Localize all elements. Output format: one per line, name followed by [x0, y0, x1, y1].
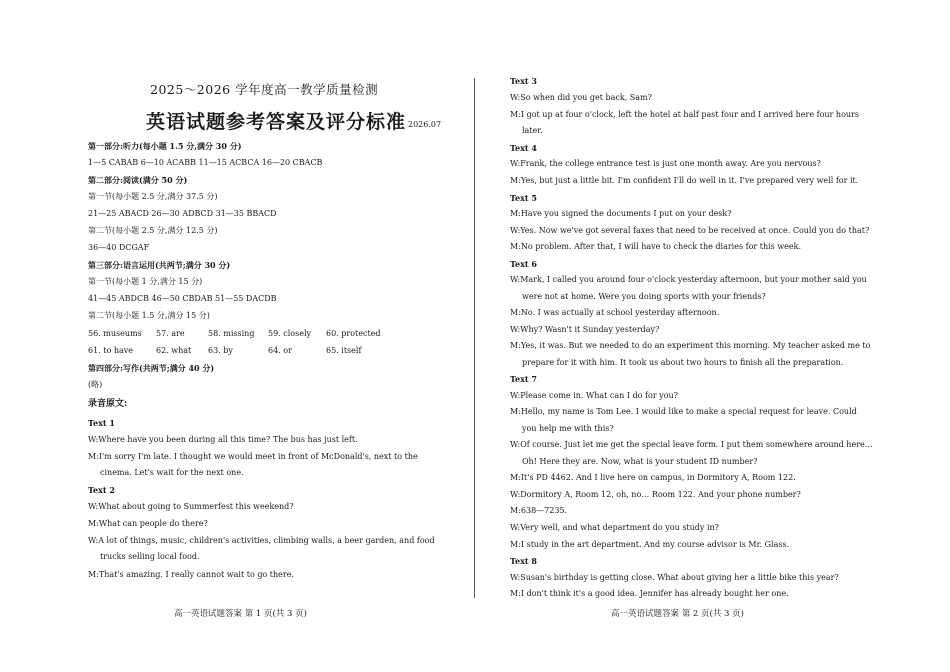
- column-divider: [474, 78, 475, 598]
- transcript-heading: Text 4: [510, 143, 537, 153]
- part4-note: (略): [88, 380, 103, 389]
- transcript-line: cinema. Let's wait for the next one.: [100, 468, 244, 477]
- transcript-heading: Text 6: [510, 259, 537, 269]
- exam-year-heading: 2025～2026 学年度高一教学质量检测: [150, 82, 379, 97]
- transcript-line: M:That's amazing. I really cannot wait to go there.: [88, 570, 294, 579]
- fill-answer-61: 61. to have: [88, 346, 134, 355]
- fill-answer-58: 58. missing: [208, 329, 255, 338]
- part2-sec2-answers: 36—40 DCGAF: [88, 243, 150, 252]
- part1-title: 第一部分:听力(每小题 1.5 分,满分 30 分): [88, 141, 242, 151]
- transcript-line: W:Please come in. What can I do for you?: [510, 391, 678, 400]
- fill-answer-57: 57. are: [156, 329, 185, 338]
- transcript-line: W:Susan's birthday is getting close. What about giving her a little bike this year?: [510, 573, 839, 582]
- part2-sec1-title: 第一节(每小题 2.5 分,满分 37.5 分): [88, 192, 218, 201]
- fill-answer-60: 60. protected: [326, 329, 381, 338]
- fill-answer-63: 63. by: [208, 346, 233, 355]
- transcript-line: W:Dormitory A, Room 12, oh, no… Room 122. And your phone number?: [510, 490, 801, 499]
- transcript-line: M:638—7235.: [510, 506, 568, 515]
- transcript-line: W:Where have you been during all this time? The bus has just left.: [88, 435, 358, 444]
- fill-answer-65: 65. itself: [326, 346, 362, 355]
- transcript-heading: Text 1: [88, 418, 115, 428]
- transcript-line: W:What about going to Summerfest this weekend?: [88, 502, 294, 511]
- transcript-line: M:I got up at four o'clock, left the hotel at half past four and I arrived here four hours: [510, 110, 859, 119]
- fill-answer-64: 64. or: [268, 346, 292, 355]
- fill-answer-62: 62. what: [156, 346, 192, 355]
- transcript-line: M:No. I was actually at school yesterday afternoon.: [510, 308, 720, 317]
- transcript-line: W:A lot of things, music, children's activities, climbing walls, a beer garden, and food: [88, 536, 435, 545]
- transcript-line: M:Yes, it was. But we needed to do an experiment this morning. My teacher asked me to: [510, 341, 871, 350]
- transcript-line: were not at home. Were you doing sports with your friends?: [522, 292, 766, 301]
- footer-left: 高一英语试题答案 第 1 页(共 3 页): [174, 609, 307, 619]
- transcript-line: you help me with this?: [522, 424, 614, 433]
- transcript-line: M:No problem. After that, I will have to check the diaries for this week.: [510, 242, 802, 251]
- fill-answer-56: 56. museums: [88, 329, 142, 338]
- page-title: 英语试题参考答案及评分标准: [146, 111, 407, 133]
- part3-sec1-answers: 41—45 ABDCB 46—50 CBDAB 51—55 DACDB: [88, 294, 277, 303]
- part3-title: 第三部分:语言运用(共两节;满分 30 分): [88, 260, 231, 270]
- transcript-line: M:Have you signed the documents I put on your desk?: [510, 209, 732, 218]
- transcript-line: W:Mark, I called you around four o'clock yesterday afternoon, but your mother said you: [510, 275, 867, 284]
- transcript-line: W:So when did you get back, Sam?: [510, 93, 652, 102]
- transcript-heading: Text 7: [510, 374, 537, 384]
- part2-title: 第二部分:阅读(满分 50 分): [88, 175, 188, 185]
- footer-right: 高一英语试题答案 第 2 页(共 3 页): [611, 609, 744, 619]
- transcript-line: W:Why? Wasn't it Sunday yesterday?: [510, 325, 660, 334]
- transcript-heading: Text 8: [510, 556, 537, 566]
- transcript-line: M:I don't think it's a good idea. Jennifer has already bought her one.: [510, 589, 789, 598]
- fill-answer-59: 59. closely: [268, 329, 312, 338]
- part3-sec1-title: 第一节(每小题 1 分,满分 15 分): [88, 277, 203, 286]
- part2-sec1-answers: 21—25 ABACD 26—30 ADBCD 31—35 BBACD: [88, 209, 277, 218]
- part1-answers: 1—5 CABAB 6—10 ACABB 11—15 ACBCA 16—20 CBACB: [88, 158, 323, 167]
- transcript-line: later.: [522, 126, 543, 135]
- transcript-line: W:Of course. Just let me get the special leave form. I put them somewhere around here…: [510, 440, 873, 449]
- transcript-line: Oh! Here they are. Now, what is your student ID number?: [522, 457, 758, 466]
- transcript-line: M:I'm sorry I'm late. I thought we would meet in front of McDonald's, next to the: [88, 452, 418, 461]
- left-column: [88, 0, 446, 600]
- transcript-line: M:Yes, but just a little bit. I'm confident I'll do well in it. I've prepared very well for it.: [510, 176, 859, 185]
- transcript-title: 录音原文:: [88, 399, 128, 409]
- transcript-line: prepare for it with him. It took us about two hours to finish all the preparation.: [522, 358, 844, 367]
- transcript-line: M:I study in the art department. And my course advisor is Mr. Glass.: [510, 540, 790, 549]
- transcript-line: W:Yes. Now we've got several faxes that need to be received at once. Could you do that?: [510, 226, 870, 235]
- transcript-heading: Text 2: [88, 485, 115, 495]
- exam-date: 2026.07: [408, 120, 442, 129]
- part3-sec2-title: 第二节(每小题 1.5 分,满分 15 分): [88, 311, 210, 320]
- transcript-line: M:Hello, my name is Tom Lee. I would like to make a special request for leave. Could: [510, 407, 857, 416]
- part2-sec2-title: 第二节(每小题 2.5 分,满分 12.5 分): [88, 226, 218, 235]
- transcript-line: M:What can people do there?: [88, 519, 208, 528]
- transcript-line: W:Very well, and what department do you study in?: [510, 523, 719, 532]
- transcript-heading: Text 3: [510, 76, 537, 86]
- part4-title: 第四部分:写作(共两节;满分 40 分): [88, 363, 215, 373]
- transcript-heading: Text 5: [510, 193, 537, 203]
- transcript-line: trucks selling local food.: [100, 552, 200, 561]
- transcript-line: M:It's PD 4462. And I live here on campus, in Dormitory A, Room 122.: [510, 473, 796, 482]
- right-column: [510, 0, 873, 600]
- transcript-line: W:Frank, the college entrance test is just one month away. Are you nervous?: [510, 159, 821, 168]
